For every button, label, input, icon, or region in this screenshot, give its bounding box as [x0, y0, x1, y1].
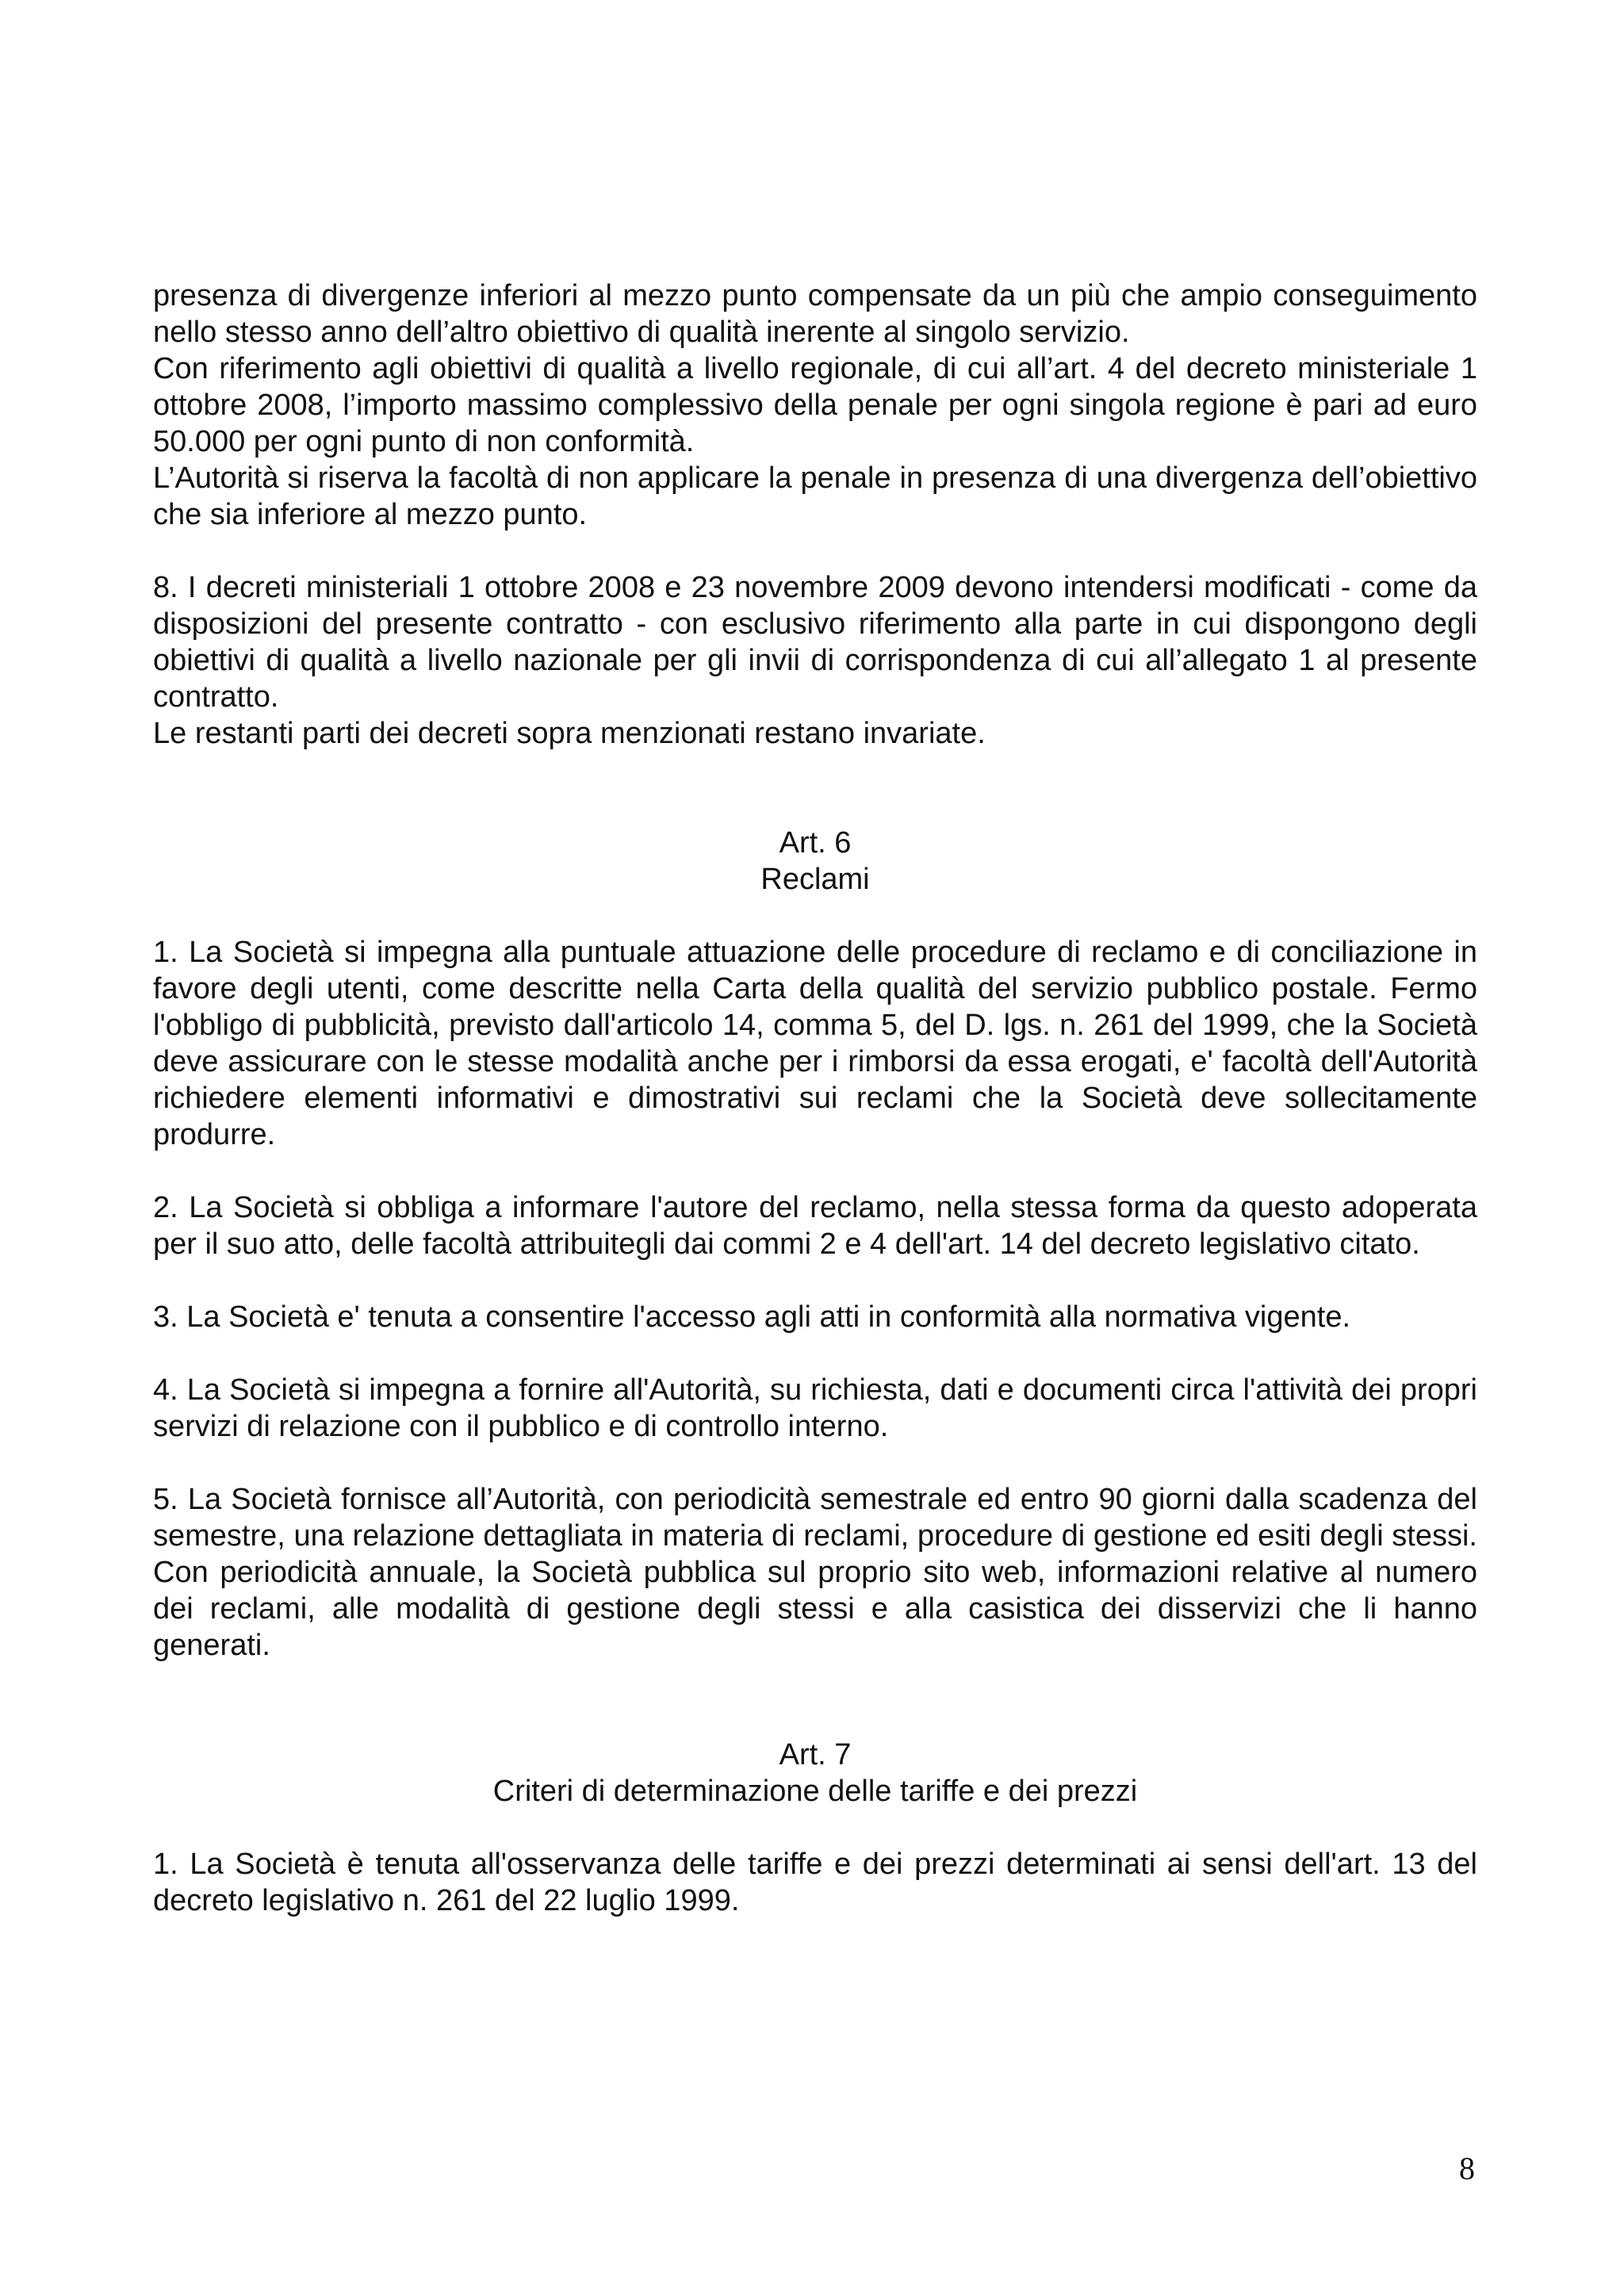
art5-paragraph-8: 8. I decreti ministeriali 1 ottobre 2008 e 23 novembre 2009 devono intendersi modificati - come da disposizioni del presente contratto - con esclusivo riferimento alla parte in cui dispongono degli obiettivi di qualità a livello nazionale per gli invii di corrispondenza di cui all’allegato 1 al presente contratto. — [153, 571, 1477, 714]
spacer — [153, 1664, 1477, 1737]
art5-paragraph-continuation: presenza di divergenze inferiori al mezzo punto compensate da un più che ampio conseguimento nello stesso anno dell’altro obiettivo di qualità inerente al singolo servizio. — [153, 279, 1477, 349]
art6-paragraph-4: 4. La Società si impegna a fornire all'Autorità, su richiesta, dati e documenti circa l'attività dei propri servizi di relazione con il pubblico e di controllo interno. — [153, 1373, 1477, 1443]
spacer — [153, 898, 1477, 934]
spacer — [153, 1153, 1477, 1189]
spacer — [153, 533, 1477, 569]
art5-paragraph-authority-reserve: L’Autorità si riserva la facoltà di non applicare la penale in presenza di una divergenza dell’obiettivo che sia inferiore al mezzo punto. — [153, 461, 1477, 531]
art5-paragraph-regional-penalty: Con riferimento agli obiettivi di qualità a livello regionale, di cui all’art. 4 del decreto ministeriale 1 ottobre 2008, l’importo massimo complessivo della penale per ogni singola regione è pari ad euro 50.000 per ogni punto di non conformità. — [153, 352, 1477, 458]
art7-title: Criteri di determinazione delle tariffe e dei prezzi — [492, 1775, 1138, 1808]
spacer — [153, 752, 1477, 825]
spacer — [153, 1445, 1477, 1481]
page-number: 8 — [1459, 2150, 1475, 2186]
spacer — [153, 1262, 1477, 1299]
art6-title: Reclami — [760, 863, 870, 896]
art6-paragraph-5: 5. La Società fornisce all’Autorità, con periodicità semestrale ed entro 90 giorni dalla scadenza del semestre, una relazione dettagliata in materia di reclami, procedure di gestione ed esiti degli stessi. Con periodicità annuale, la Società pubblica sul proprio sito web, informazioni relative al numero dei reclami, alle modalità di gestione degli stessi e alla casistica dei disservizi che li hanno generati. — [153, 1483, 1477, 1662]
art6-number: Art. 6 — [779, 826, 852, 860]
art6-paragraph-3: 3. La Società e' tenuta a consentire l'accesso agli atti in conformità alla normativa vigente. — [153, 1300, 1351, 1334]
art7-number: Art. 7 — [779, 1738, 852, 1771]
art6-paragraph-1: 1. La Società si impegna alla puntuale attuazione delle procedure di reclamo e di conciliazione in favore degli utenti, come descritte nella Carta della qualità del servizio pubblico postale. Fermo l'obbligo di pubblicità, previsto dall'articolo 14, comma 5, del D. lgs. n. 261 del 1999, che la Società deve assicurare con le stesse modalità anche per i rimborsi da essa erogati, e' facoltà dell'Autorità richiedere elementi informativi e dimostrativi sui reclami che la Società deve sollecitamente produrre. — [153, 936, 1477, 1151]
art5-paragraph-8-remaining: Le restanti parti dei decreti sopra menzionati restano invariate. — [153, 717, 986, 750]
art6-paragraph-2: 2. La Società si obbliga a informare l'autore del reclamo, nella stessa forma da questo adoperata per il suo atto, delle facoltà attribuitegli dai commi 2 e 4 dell'art. 14 del decreto legislativo citato. — [153, 1191, 1477, 1261]
spacer — [153, 1335, 1477, 1372]
art7-paragraph-1: 1. La Società è tenuta all'osservanza delle tariffe e dei prezzi determinati ai sensi dell'art. 13 del decreto legislativo n. 261 del 22 luglio 1999. — [153, 1848, 1477, 1917]
spacer — [153, 1810, 1477, 1846]
document-body — [153, 278, 1477, 1919]
